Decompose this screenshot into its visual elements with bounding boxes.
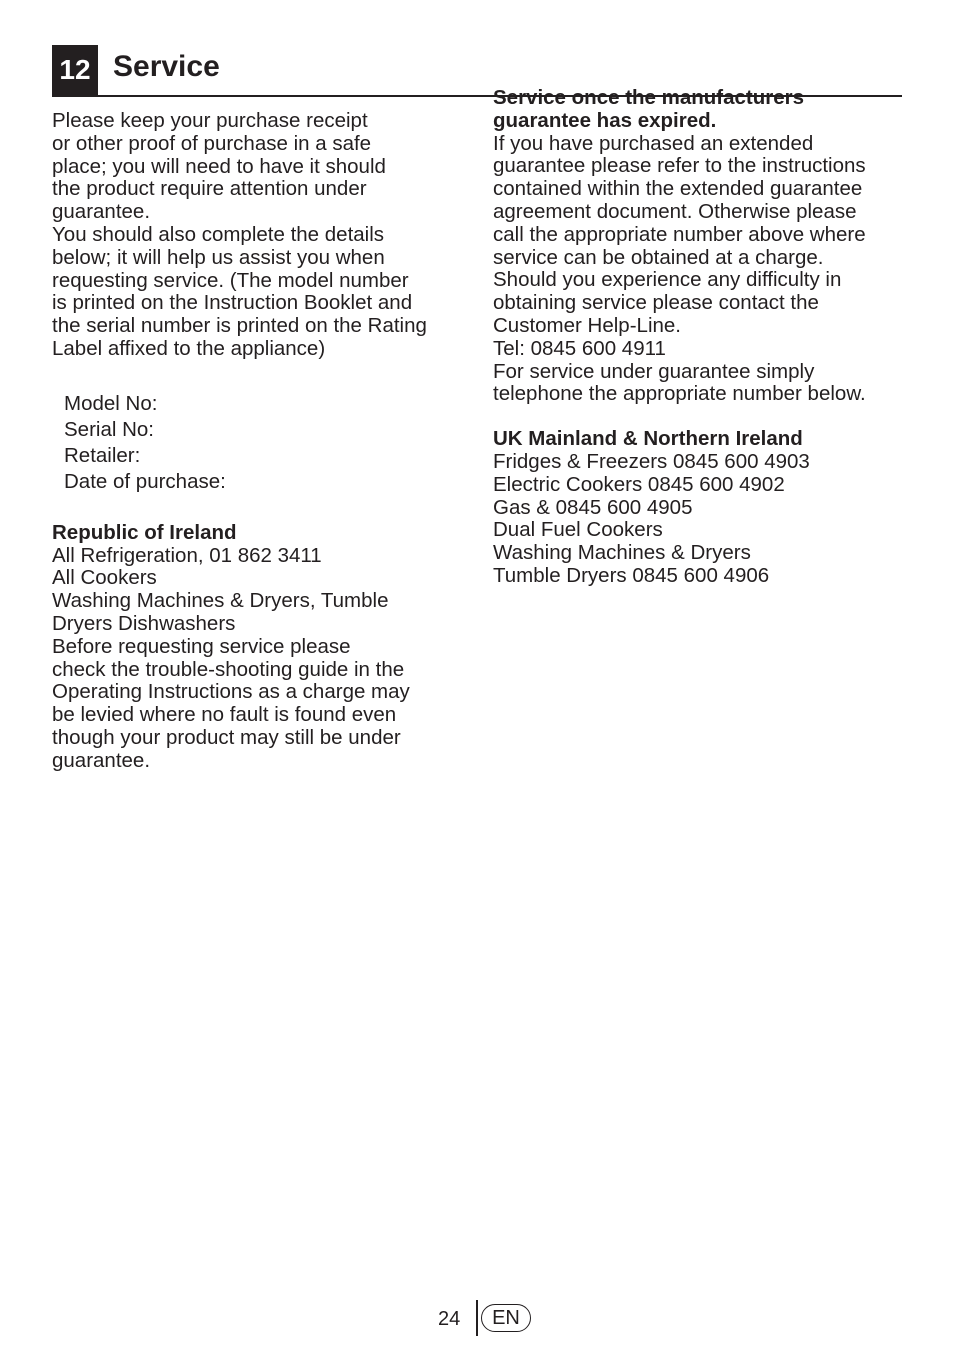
language-badge: EN <box>481 1304 531 1332</box>
page-number: 24 <box>438 1308 461 1330</box>
expired-guarantee-heading: Service once the manufacturers guarantee has expired. <box>493 86 805 132</box>
uk-heading: UK Mainland & Northern Ireland <box>493 427 803 451</box>
uk-numbers-list: Fridges & Freezers 0845 600 4903 Electric Cookers 0845 600 4902 Gas & 0845 600 4905 Dual Fuel Cookers Washing Machines & Dryers Tumble Dryers 0845 600 4906 <box>493 449 810 587</box>
roi-body: All Refrigeration, 01 862 3411 All Cookers Washing Machines & Dryers, Tumble Dryers Dishwashers Before requesting service please check the trouble-shooting guide in the Operating Instructions as a charge may be levied where no fault is found even though your product may still be under guarantee. <box>52 543 410 772</box>
left-column <box>52 110 462 773</box>
right-column <box>493 87 905 588</box>
retailer-field: Retailer: <box>64 443 141 467</box>
date-of-purchase-field: Date of purchase: <box>64 469 226 493</box>
footer-divider <box>476 1300 478 1336</box>
expired-guarantee-body: If you have purchased an extended guarantee please refer to the instructions contained within the extended guarantee agreement document. Otherwise please call the appropriate number above where service can be obtained at a charge. Should you experience any difficulty in obtaining service please contact the Customer Help-Line. Tel: 0845 600 4911 For service under guarantee simply telephone the appropriate number below. <box>493 131 866 406</box>
page-title: Service <box>113 50 220 83</box>
roi-heading: Republic of Ireland <box>52 520 237 544</box>
details-form-list <box>64 391 462 495</box>
section-number-badge: 12 <box>52 45 98 95</box>
model-no-field: Model No: <box>64 391 158 415</box>
serial-no-field: Serial No: <box>64 417 155 441</box>
intro-paragraph: Please keep your purchase receipt or other proof of purchase in a safe place; you will need to have it should the product require attention under guarantee. You should also complete the details below; it will help us assist you when requesting service. (The model number is printed on the Instruction Booklet and the serial number is printed on the Rating Label affixed to the appliance) <box>52 109 427 360</box>
